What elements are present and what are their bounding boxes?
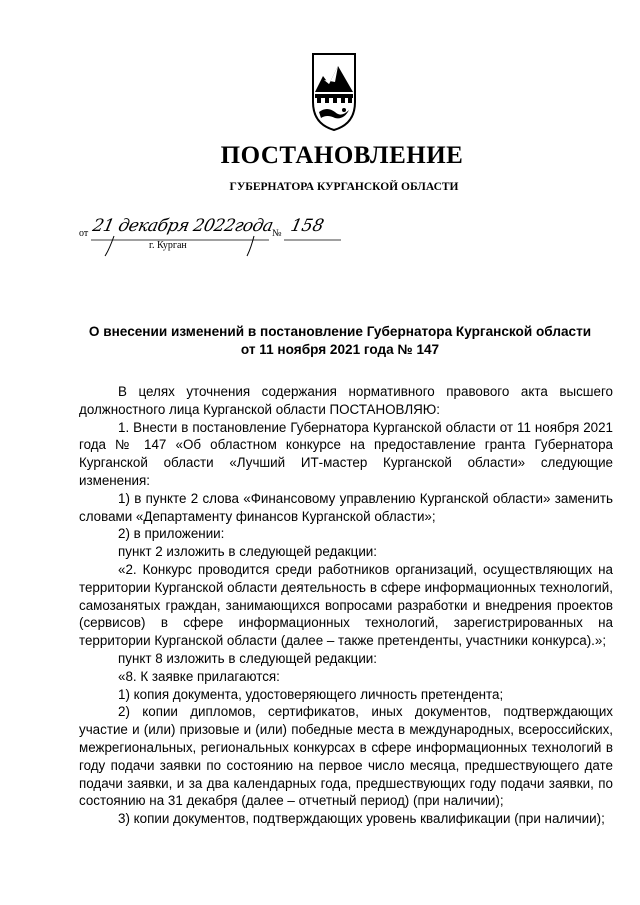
page-subtitle: ГУБЕРНАТОРА КУРГАНСКОЙ ОБЛАСТИ	[229, 181, 459, 193]
date-prefix: от	[79, 228, 89, 239]
paragraph: «2. Конкурс проводится среди работников организаций, осуществляющих на территории Курганской области деятельность в сфере информационных технологий, самозанятых граждан, занимающихся вопросами разработки и внедрения проектов (сервисов) в сфере информационных технологий, зарегистрированных на территории Курганской области (далее – также претенденты, участники конкурса).»;	[79, 561, 613, 649]
number-sign: №	[272, 228, 282, 239]
document-heading	[60, 323, 620, 359]
paragraph: 3) копии документов, подтверждающих уровень квалификации (при наличии);	[118, 811, 605, 827]
paragraph: 2) в приложении:	[118, 526, 225, 542]
coat-of-arms-emblem	[311, 52, 357, 132]
heading-line: от 11 ноября 2021 года № 147	[240, 342, 440, 357]
paragraph: 1) в пункте 2 слова «Финансовому управлению Курганской области» заменить словами «Департаменту финансов Курганской области»;	[79, 490, 613, 524]
date-handwritten: 21 декабря 2022года	[90, 216, 275, 236]
document-body	[79, 383, 613, 828]
paragraph: пункт 8 изложить в следующей редакции:	[118, 650, 377, 666]
heading-line: О внесении изменений в постановление Губернатора Курганской области	[88, 324, 592, 339]
paragraph: 1. Внести в постановление Губернатора Курганской области от 11 ноября 2021 года № 147 «Об областном конкурсе на предоставление гранта Губернатора Курганской области «Лучший ИТ-мастер Курганской области» следующие изменения:	[79, 419, 613, 488]
paragraph: «8. К заявке прилагаются:	[118, 668, 280, 684]
date-line	[79, 216, 349, 262]
city-label: г. Курган	[149, 240, 187, 251]
paragraph: 1) копия документа, удостоверяющего личность претендента;	[118, 686, 504, 702]
document-number-handwritten: 158	[288, 216, 326, 236]
paragraph: пункт 2 изложить в следующей редакции:	[118, 544, 377, 560]
paragraph: В целях уточнения содержания нормативного правового акта высшего должностного лица Курганской области ПОСТАНОВЛЯЮ:	[79, 384, 613, 417]
paragraph: 2) копии дипломов, сертификатов, иных документов, подтверждающих участие и (или) призовые и (или) победные места в международных, всероссийских, межрегиональных, региональных конкурсах в сфере информационных технологий в году подачи заявки по состоянию на первое число месяца, предшествующего дате подачи заявки, и за два календарных года, предшествующих году подачи заявки, по состоянию на 31 декабря (далее – отчетный период) (при наличии);	[79, 704, 613, 809]
page-title: ПОСТАНОВЛЕНИЕ	[220, 142, 464, 169]
